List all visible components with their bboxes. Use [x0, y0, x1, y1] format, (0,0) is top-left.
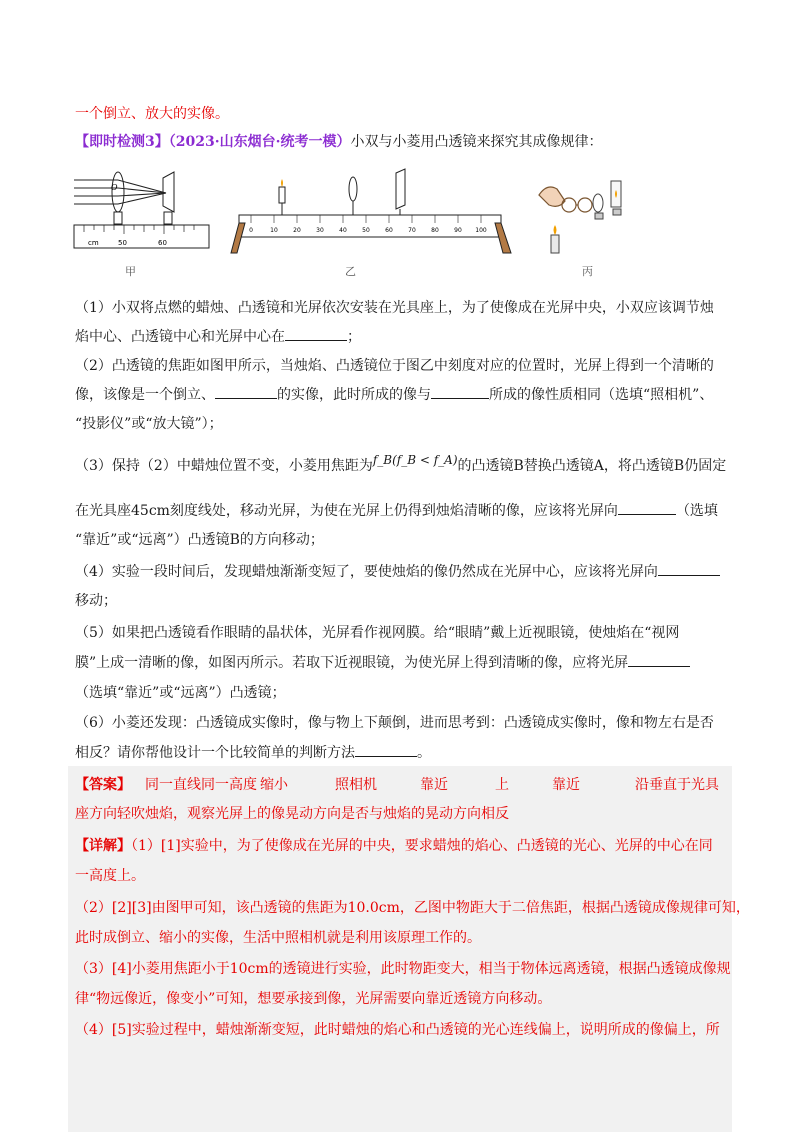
item2-line3: “投影仪”或“放大镜”）； [75, 416, 223, 432]
question-stem: 小双与小菱用凸透镜来探究其成像规律： [350, 134, 603, 150]
answer-2: 缩小 [260, 777, 288, 793]
item3-line1: （3）保持（2）中蜡烛位置不变，小菱用焦距为f_B(f_B < f_A)的凸透镜B替换凸透镜A，将凸透镜B仍固定 [75, 453, 727, 474]
detail-line6: 律“物远像近，像变小”可知，想要承接到像，光屏需要向靠近透镜方向移动。 [75, 991, 552, 1007]
question-source: （2023·山东烟台·统考一模） [168, 134, 351, 150]
yi-tick-60: 60 [385, 227, 393, 234]
yi-tick-100: 100 [475, 227, 487, 234]
answer-3: 照相机 [335, 777, 377, 793]
answer-5: 上 [495, 777, 509, 793]
answer-line2: 座方向轻吹烛焰，观察光屏上的像晃动方向是否与烛焰的晃动方向相反 [75, 806, 509, 822]
jia-scale-unit: cm [88, 239, 99, 247]
yi-tick-10: 10 [270, 227, 278, 234]
item6-line1: （6）小菱还发现：凸透镜成实像时，像与物上下颠倒，进而思考到：凸透镜成实像时，像和物左右是否 [75, 715, 714, 731]
detail-line7: （4）[5]实验过程中，蜡烛渐渐变短，此时蜡烛的焰心和凸透镜的光心连线偏上，说明所成的像偏上，所 [75, 1022, 720, 1038]
jia-scale-60: 60 [158, 239, 167, 247]
figure-yi [225, 165, 515, 255]
yi-tick-30: 30 [316, 227, 324, 234]
detail-line1: 【详解】（1）[1]实验中，为了使像成在光屏的中央，要求蜡烛的焰心、凸透镜的光心、光屏的中心在同 [75, 838, 713, 854]
yi-tick-90: 90 [454, 227, 462, 234]
blank-4[interactable] [618, 500, 676, 515]
question-header [75, 131, 602, 151]
detail-line4: 此时成倒立、缩小的实像，生活中照相机就是利用该原理工作的。 [75, 930, 481, 946]
yi-tick-80: 80 [431, 227, 439, 234]
detail-tag: 【详解】 [75, 838, 131, 854]
item2-line1: （2）凸透镜的焦距如图甲所示，当烛焰、凸透镜位于图乙中刻度对应的位置时，光屏上得到一个清晰的 [75, 358, 714, 374]
item5-line3: （选填“靠近”或“远离”）凸透镜； [75, 685, 286, 701]
caption-bing: 丙 [582, 265, 593, 278]
caption-jia: 甲 [125, 265, 136, 278]
question-tag: 【即时检测3】 [75, 134, 169, 150]
item3-line2: 在光具座45cm刻度线处，移动光屏，为使在光屏上仍得到烛焰清晰的像，应该将光屏向 （选填 [75, 500, 718, 520]
answer-tag: 【答案】 [75, 777, 131, 793]
jia-scale-50: 50 [118, 239, 127, 247]
item4-line2: 移动； [75, 593, 117, 609]
answer-6: 靠近 [552, 777, 580, 793]
item1-line2: 焰中心、凸透镜中心和光屏中心在 ； [75, 326, 361, 346]
blank-5[interactable] [658, 561, 720, 576]
answer-1: 同一直线同一高度 [145, 777, 257, 793]
answer-7: 沿垂直于光具 [635, 777, 719, 793]
item6-line2: 相反？请你帮他设计一个比较简单的判断方法 。 [75, 742, 431, 762]
blank-6[interactable] [628, 652, 690, 667]
figure-jia [70, 160, 220, 260]
item1-line1: （1）小双将点燃的蜡烛、凸透镜和光屏依次安装在光具座上，为了使像成在光屏中央，小双应该调节烛 [75, 300, 714, 316]
yi-tick-40: 40 [339, 227, 347, 234]
blank-3[interactable] [431, 384, 489, 399]
figure-bing [535, 175, 645, 260]
detail-line2: 一高度上。 [75, 868, 145, 884]
item2-line2: 像，该像是一个倒立、 的实像，此时所成的像与 所成的像性质相同（选填“照相机”、 [75, 384, 713, 404]
detail-line5: （3）[4]小菱用焦距小于10cm的透镜进行实验，此时物距变大，相当于物体远离透镜，根据凸透镜成像规 [75, 961, 731, 977]
yi-tick-0: 0 [249, 227, 253, 234]
detail-line3: （2）[2][3]由图甲可知，该凸透镜的焦距为10.0cm，乙图中物距大于二倍焦距，根据凸透镜成像规律可知， [75, 900, 750, 916]
lens-center-label: O [111, 183, 118, 192]
item3-line3: “靠近”或“远离”）凸透镜B的方向移动； [75, 532, 324, 548]
focal-length-formula: f_B(f_B < f_A) [372, 453, 458, 467]
item4-line1: （4）实验一段时间后，发现蜡烛渐渐变短了，要使烛焰的像仍然成在光屏中心，应该将光屏向 [75, 561, 720, 581]
previous-answer-tail: 一个倒立、放大的实像。 [75, 106, 229, 122]
yi-tick-20: 20 [293, 227, 301, 234]
item5-line1: （5）如果把凸透镜看作眼睛的晶状体，光屏看作视网膜。给“眼睛”戴上近视眼镜，使烛焰在“视网 [75, 625, 680, 641]
yi-tick-50: 50 [362, 227, 370, 234]
answer-line1 [75, 774, 719, 794]
blank-2[interactable] [215, 384, 277, 399]
answer-4: 靠近 [420, 777, 448, 793]
yi-tick-70: 70 [408, 227, 416, 234]
blank-7[interactable] [355, 742, 417, 757]
item5-line2: 膜”上成一清晰的像，如图丙所示。若取下近视眼镜，为使光屏上得到清晰的像，应将光屏 [75, 652, 690, 672]
caption-yi: 乙 [345, 265, 356, 278]
blank-1[interactable] [285, 326, 347, 341]
